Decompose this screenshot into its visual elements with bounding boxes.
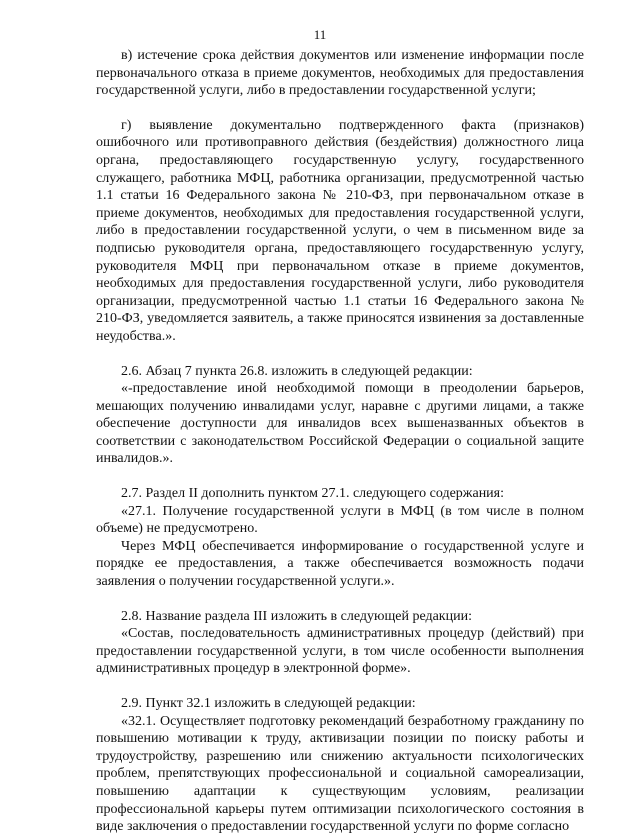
paragraph-2-8-heading: 2.8. Название раздела III изложить в следующей редакции: (121, 608, 472, 624)
paragraph-v: в) истечение срока действия документов или изменение информации после первоначального отказа в приеме документов, необходимых для предоставления государственной услуги, либо в предоставлении государственной услуги; (96, 48, 584, 99)
paragraph-2-6-text: «-предоставление иной необходимой помощи в преодолении барьеров, мешающих получению инвалидами услуг, наравне с другими лицами, а также обеспечение доступности для инвалидов всех вышеназванных объектов в соответствии с законодательством Российской Федерации о социальной защите инвалидов.». (96, 381, 584, 467)
document-body (96, 47, 584, 836)
paragraph-mfc-info: Через МФЦ обеспечивается информирование о государственной услуге и порядке ее предоставления, а также обеспечивается возможность подачи заявления о получении государственной услуги.». (96, 538, 584, 590)
paragraph-section-iii-title: «Состав, последовательность административных процедур (действий) при предоставлении государственной услуги, в том числе особенности выполнения административных процедур в электронной форме». (96, 626, 584, 677)
paragraph-2-9-heading: 2.9. Пункт 32.1 изложить в следующей редакции: (121, 696, 416, 711)
paragraph-32-1: «32.1. Осуществляет подготовку рекомендаций безработному гражданину по повышению мотивации к труду, активизации позиции по поиску работы и трудоустройству, разрешению или снижению актуальности психологических проблем, препятствующих профессиональной и социальной самореализации, повышению адаптации к существующим условиям, реализации профессиональной карьеры путем оптимизации психологического состояния в виде заключения о предоставлении государственной услуги по форме согласно (96, 713, 584, 835)
paragraph-2-7-heading: 2.7. Раздел II дополнить пунктом 27.1. следующего содержания: (121, 486, 505, 502)
paragraph-2-6-heading: 2.6. Абзац 7 пункта 26.8. изложить в следующей редакции: (121, 363, 473, 379)
page-number: 11 (313, 27, 327, 42)
paragraph-27-1: «27.1. Получение государственной услуги в МФЦ (в том числе в полном объеме) не предусмотрено. (96, 503, 584, 537)
paragraph-g: г) выявление документально подтвержденного факта (признаков) ошибочного или противоправного действия (бездействия) должностного лица органа, предоставляющего государственную услугу, государственного служащего, работника МФЦ, работника организации, предусмотренной частью 1.1 статьи 16 Федерального закона № 210-ФЗ, при первоначальном отказе в приеме документов, необходимых для предоставления государственной услуги, либо в предоставлении государственной услуги, о чем в письменном виде за подписью руководителя органа, предоставляющего государственную услугу, руководителя МФЦ при первоначальном отказе в приеме документов, необходимых для предоставления государственной услуги, либо руководителя организации, предусмотренной частью 1.1 статьи 16 Федерального закона № 210-ФЗ, уведомляется заявитель, а также приносятся извинения за доставленные неудобства.». (96, 117, 584, 344)
